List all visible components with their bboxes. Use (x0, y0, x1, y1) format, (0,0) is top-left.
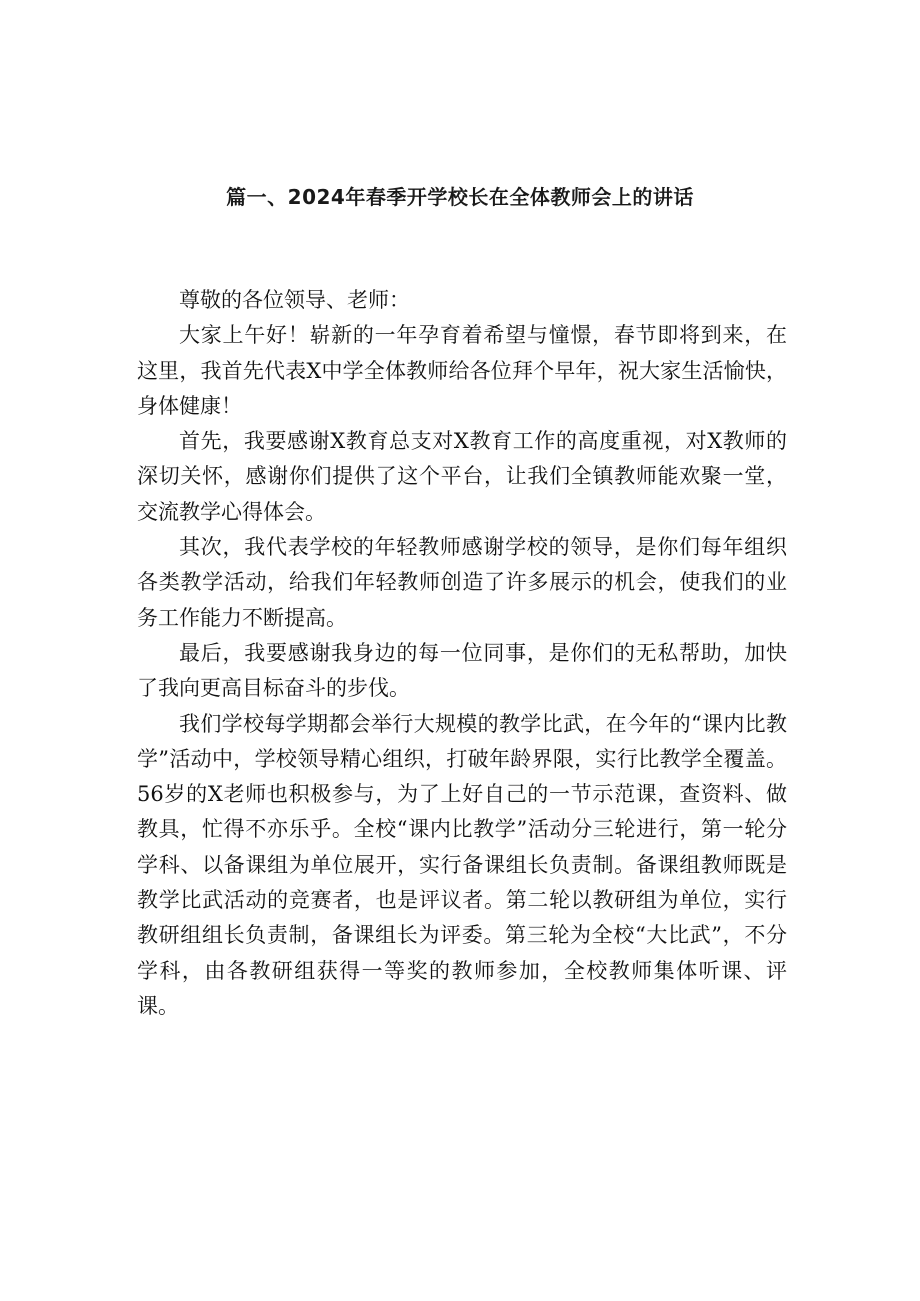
paragraph-salutation: 尊敬的各位领导、老师： (179, 288, 410, 312)
paragraph-greeting: 大家上午好！崭新的一年孕育着希望与憧憬，春节即将到来，在这里，我首先代表X中学全体教师给各位拜个早年，祝大家生活愉快，身体健康！ (137, 323, 787, 418)
document-title: 篇一、2024年春季开学校长在全体教师会上的讲话 (226, 185, 694, 209)
paragraph-thanks-school-leaders: 其次，我代表学校的年轻教师感谢学校的领导，是你们每年组织各类教学活动，给我们年轻教师创造了许多展示的机会，使我们的业务工作能力不断提高。 (137, 535, 787, 630)
paragraph-teaching-competition: 我们学校每学期都会举行大规模的教学比武，在今年的“课内比教学”活动中，学校领导精心组织，打破年龄界限，实行比教学全覆盖。56岁的X老师也积极参与，为了上好自己的一节示范课，查资料、做教具，忙得不亦乐乎。全校“课内比教学”活动分三轮进行，第一轮分学科、以备课组为单位展开，实行备课组长负责制。备课组教师既是教学比武活动的竞赛者，也是评议者。第二轮以教研组为单位，实行教研组组长负责制，备课组长为评委。第三轮为全校“大比武”，不分学科，由各教研组获得一等奖的教师参加，全校教师集体听课、评课。 (137, 711, 787, 1018)
paragraph-thanks-education-branch: 首先，我要感谢X教育总支对X教育工作的高度重视，对X教师的深切关怀，感谢你们提供了这个平台，让我们全镇教师能欢聚一堂，交流教学心得体会。 (137, 429, 787, 524)
paragraph-thanks-colleagues: 最后，我要感谢我身边的每一位同事，是你们的无私帮助，加快了我向更高目标奋斗的步伐。 (137, 640, 787, 701)
document-body (137, 283, 787, 1024)
